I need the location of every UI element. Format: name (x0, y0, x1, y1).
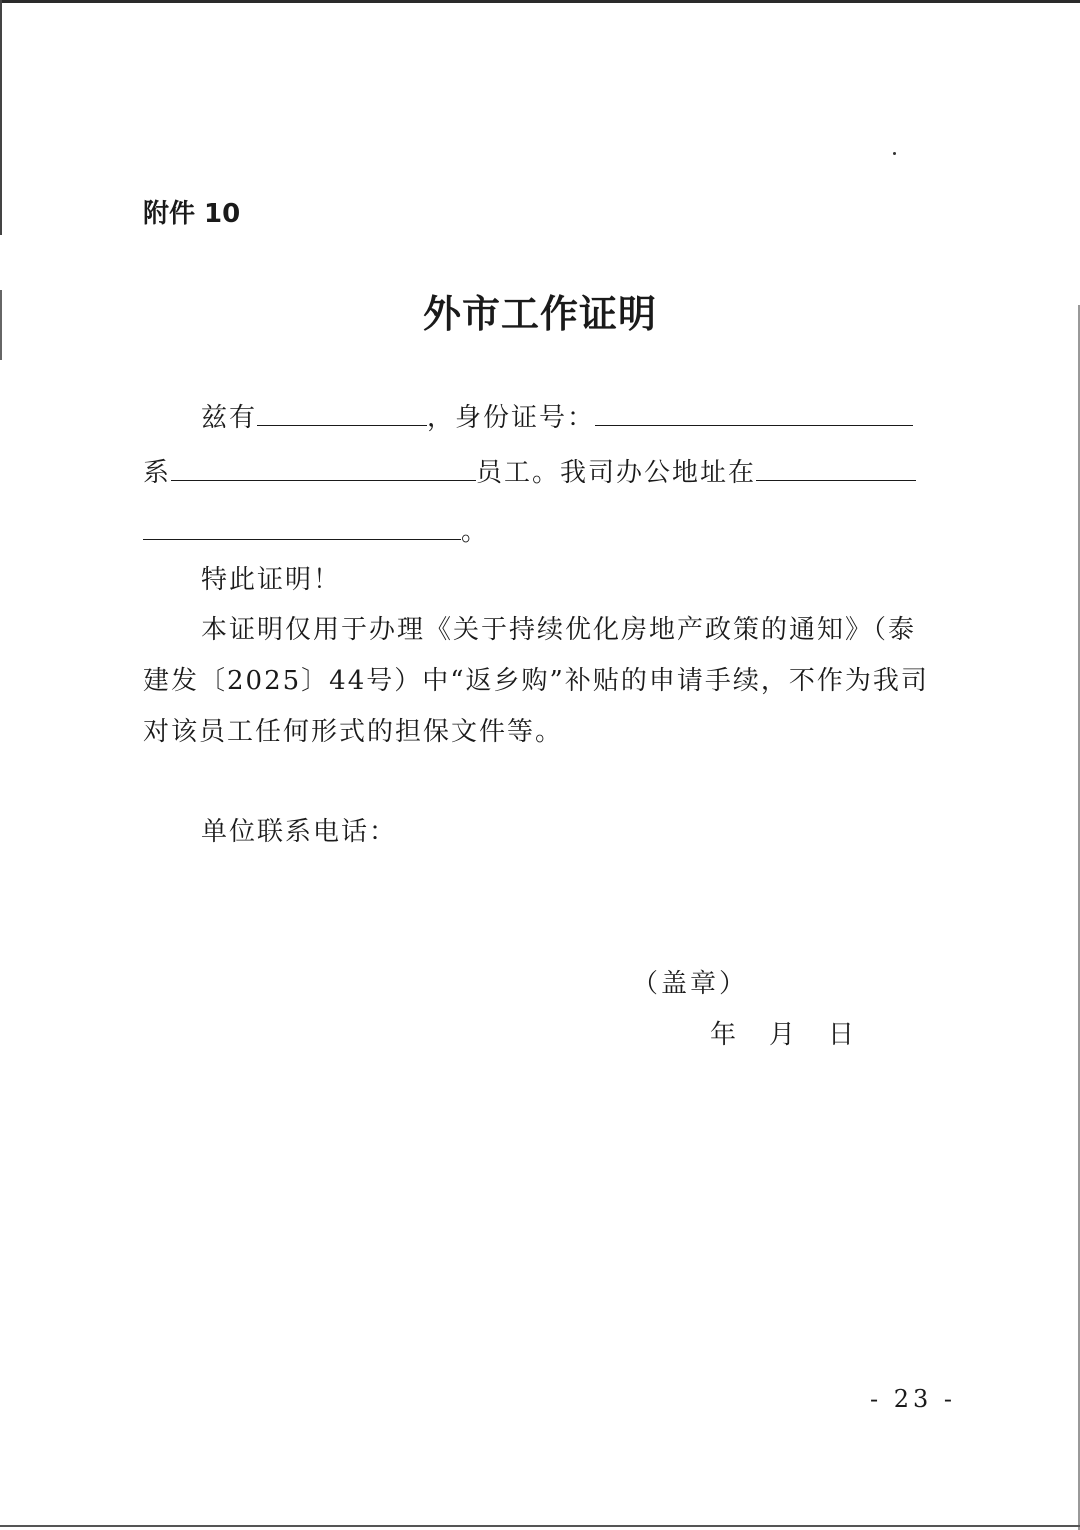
scan-edge-bottom (0, 1525, 1080, 1527)
certify-line: 特此证明！ (201, 565, 342, 595)
scan-edge-left (0, 0, 2, 235)
address-blank-2[interactable] (143, 513, 461, 540)
para1-line-3: 对该员工任何形式的担保文件等。 (143, 717, 564, 747)
day-label: 日 (828, 1020, 855, 1050)
document-title: 外市工作证明 (422, 292, 657, 336)
contact-label: 单位联系电话： (201, 817, 398, 847)
date-line (710, 1014, 887, 1051)
line1-prefix: 兹有 (201, 403, 258, 433)
attachment-label: 附件 10 (143, 199, 241, 229)
line2-mid: 员工。我司办公地址在 (476, 458, 757, 488)
line1-mid: ，身份证号： (427, 403, 596, 433)
company-blank[interactable] (171, 454, 476, 481)
id-number-blank[interactable] (595, 399, 913, 426)
body-line-2 (143, 453, 943, 493)
scan-edge-top (0, 0, 1080, 3)
page-number: - 23 - (870, 1385, 957, 1413)
scan-speck (893, 152, 896, 155)
month-label: 月 (769, 1020, 796, 1050)
stamp-label: （盖章） (632, 969, 749, 999)
body-line-1 (143, 398, 1001, 438)
address-blank-1[interactable] (756, 454, 916, 481)
para1-line-1: 本证明仅用于办理《关于持续优化房地产政策的通知》（泰 (201, 615, 917, 645)
name-blank[interactable] (257, 399, 427, 426)
para1-line-2: 建发〔2025〕44号）中“返乡购”补贴的申请手续，不作为我司 (143, 666, 929, 696)
line3-end: 。 (461, 517, 490, 547)
body-line-3 (143, 512, 943, 552)
line2-prefix: 系 (143, 458, 172, 488)
year-label: 年 (710, 1020, 737, 1050)
